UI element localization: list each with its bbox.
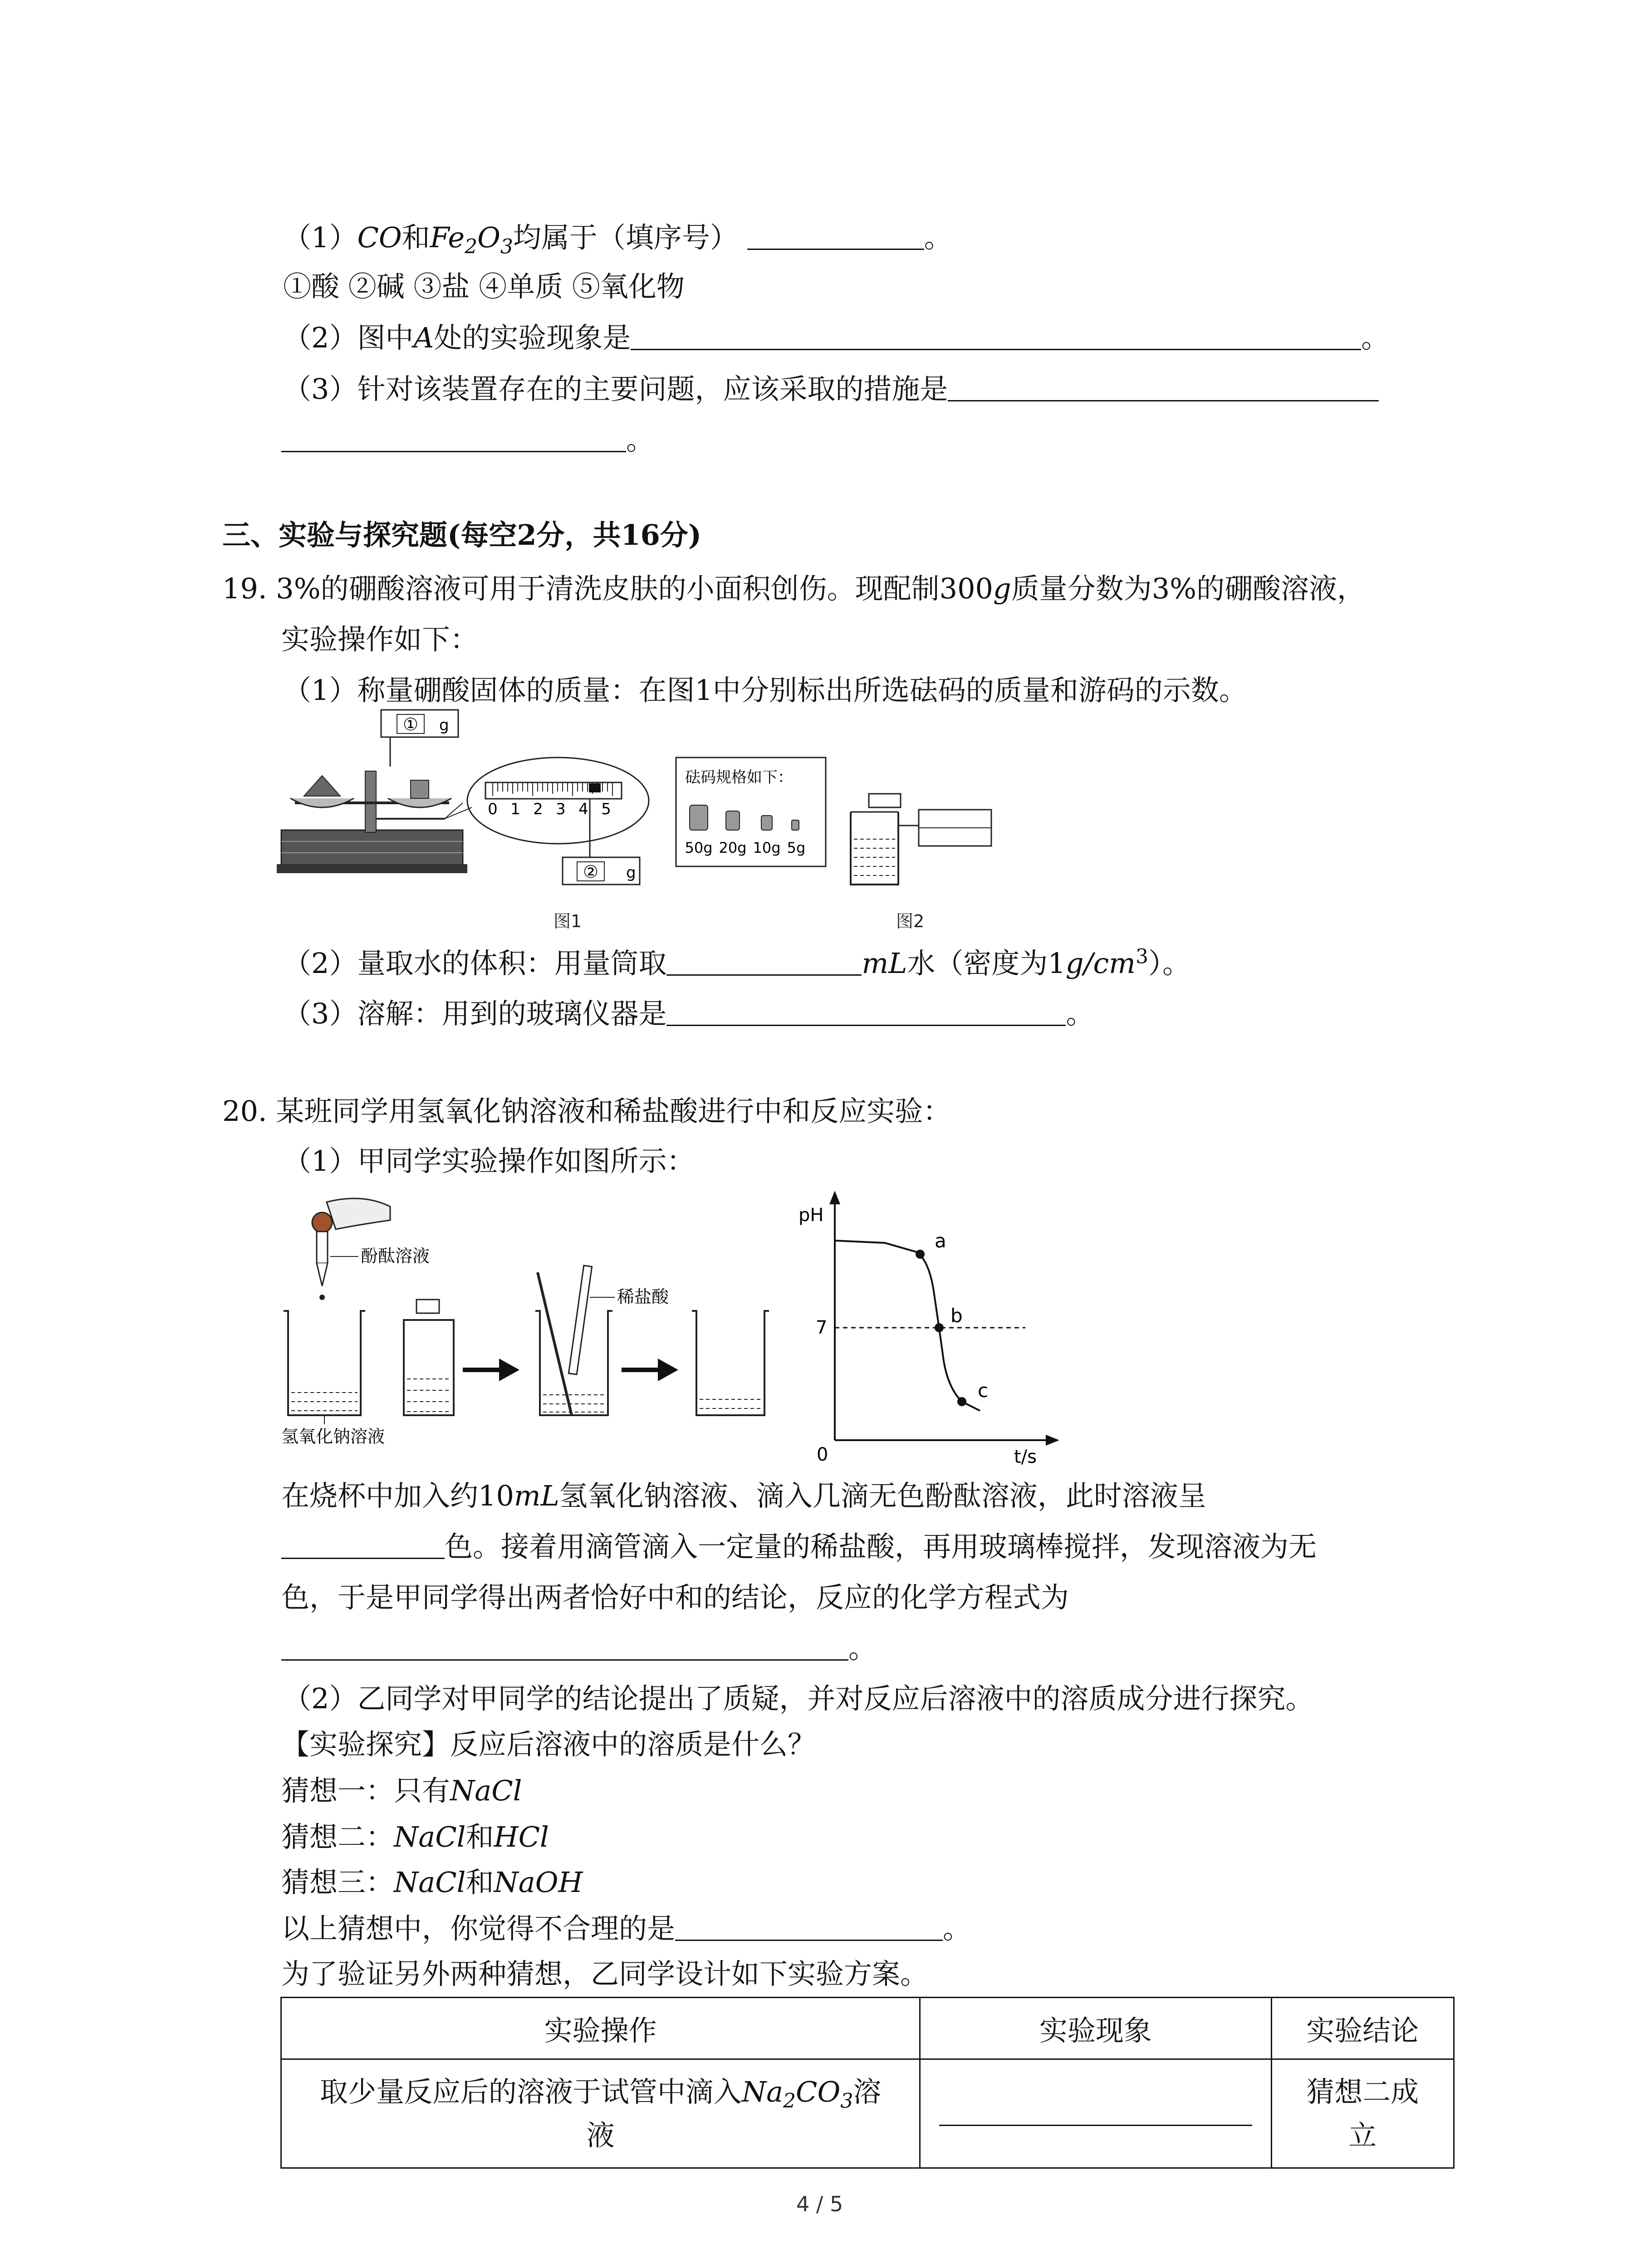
answer-blank[interactable] xyxy=(939,2099,1252,2126)
q20-guess1: 猜想一：只有NaCl xyxy=(281,1774,522,1807)
q19-part3: （3）溶解：用到的玻璃仪器是 。 xyxy=(283,997,1094,1030)
q18-part1: （1）CO和$Fe_2O_3$均属于（填序号） 。 xyxy=(283,221,952,259)
q20-part1: （1）甲同学实验操作如图所示： xyxy=(283,1144,695,1178)
box-2-unit: g xyxy=(626,864,636,882)
table-cell-phenomenon xyxy=(920,2059,1271,2168)
answer-blank[interactable] xyxy=(747,223,924,250)
ruler-tick-label: 2 xyxy=(533,800,543,818)
experiment-table xyxy=(280,1997,1455,2169)
answer-blank[interactable] xyxy=(631,323,1361,350)
answer-blank[interactable] xyxy=(281,1634,848,1661)
time-axis-label: t/s xyxy=(1014,1447,1037,1467)
ph-7-label: 7 xyxy=(816,1317,828,1338)
figure-1-caption: 图1 xyxy=(554,911,582,931)
phenolphthalein-label: 酚酞溶液 xyxy=(361,1246,430,1266)
q18-options: ①酸 ②碱 ③盐 ④单质 ⑤氧化物 xyxy=(283,270,685,303)
box-1-label: ① xyxy=(402,714,419,734)
figure-neutralization xyxy=(272,1188,1084,1470)
q20-verify: 为了验证另外两种猜想，乙同学设计如下实验方案。 xyxy=(281,1957,929,1990)
q20-line6: 。 xyxy=(281,1630,877,1667)
table-cell-conclusion: 猜想二成 立 xyxy=(1271,2059,1454,2168)
page-number: 4 / 5 xyxy=(796,2192,843,2216)
table-header: 实验结论 xyxy=(1271,1998,1454,2059)
weights-title: 砝码规格如下： xyxy=(685,768,793,787)
q18-part3-cont: 。 xyxy=(281,422,654,458)
q20-part2: （2）乙同学对甲同学的结论提出了质疑，并对反应后溶液中的溶质成分进行探究。 xyxy=(283,1682,1314,1715)
point-a-label: a xyxy=(935,1230,946,1252)
answer-blank[interactable] xyxy=(666,949,862,976)
q20-explore: 【实验探究】反应后溶液中的溶质是什么？ xyxy=(281,1728,816,1761)
ruler-tick-label: 0 xyxy=(488,800,498,818)
answer-blank[interactable] xyxy=(675,1914,943,1941)
q20-line4: 色。接着用滴管滴入一定量的稀盐酸，再用玻璃棒搅拌，发现溶液为无 xyxy=(281,1529,1317,1565)
answer-blank[interactable] xyxy=(666,999,1066,1026)
q20-line3: 在烧杯中加入约10mL氢氧化钠溶液、滴入几滴无色酚酞溶液，此时溶液呈 xyxy=(281,1479,1206,1512)
ruler-tick-label: 1 xyxy=(510,800,520,818)
q18-part3: （3）针对该装置存在的主要问题，应该采取的措施是 xyxy=(283,371,1379,407)
section-title: 三、实验与探究题(每空2分，共16分) xyxy=(222,518,702,552)
table-header: 实验现象 xyxy=(920,1998,1271,2059)
figure-1-balance xyxy=(272,708,862,934)
answer-blank[interactable] xyxy=(281,1532,445,1559)
q20-line1: 20. 某班同学用氢氧化钠溶液和稀盐酸进行中和反应实验： xyxy=(222,1095,951,1128)
weight-label-5g: 5g xyxy=(787,839,806,856)
q19-part2: （2）量取水的体积：用量筒取 mL水（密度为$1g/cm^3$）。 xyxy=(283,945,1190,980)
q18-part2: （2）图中A处的实验现象是 。 xyxy=(283,321,1390,354)
table-cell-operation: 取少量反应后的溶液于试管中滴入$Na_2CO_3$溶 液 xyxy=(281,2059,920,2168)
table-header: 实验操作 xyxy=(281,1998,920,2059)
box-2-label: ② xyxy=(583,862,599,882)
q20-guess2: 猜想二：NaCl和HCl xyxy=(281,1820,549,1853)
ruler-tick-label: 5 xyxy=(601,800,611,818)
q20-line5: 色，于是甲同学得出两者恰好中和的结论，反应的化学方程式为 xyxy=(281,1581,1069,1614)
q19-part1: （1）称量硼酸固体的质量：在图1中分别标出所选砝码的质量和游码的示数。 xyxy=(283,674,1247,707)
weight-label-10g: 10g xyxy=(753,839,781,856)
point-c-label: c xyxy=(978,1379,989,1402)
answer-blank[interactable] xyxy=(281,425,626,452)
point-b-label: b xyxy=(950,1305,963,1327)
q20-unreasonable: 以上猜想中，你觉得不合理的是 。 xyxy=(281,1912,971,1945)
weight-label-20g: 20g xyxy=(719,839,747,856)
naoh-label: 氢氧化钠溶液 xyxy=(281,1427,385,1447)
ruler-tick-label: 3 xyxy=(556,800,566,818)
origin-label: 0 xyxy=(817,1444,828,1465)
box-1-unit: g xyxy=(439,716,449,734)
q20-guess3: 猜想三：NaCl和NaOH xyxy=(281,1866,583,1899)
figure-2-beaker xyxy=(844,789,1007,898)
weight-label-50g: 50g xyxy=(685,839,713,856)
q19-line1: 19. 3%的硼酸溶液可用于清洗皮肤的小面积创伤。现配制300g质量分数为3%的硼酸溶液， xyxy=(222,572,1366,605)
hcl-label: 稀盐酸 xyxy=(617,1287,669,1307)
answer-blank[interactable] xyxy=(948,375,1379,401)
ruler-tick-label: 4 xyxy=(578,800,588,818)
q19-line2: 实验操作如下： xyxy=(281,623,479,656)
ph-axis-label: pH xyxy=(798,1205,824,1226)
figure-2-caption: 图2 xyxy=(896,911,925,931)
